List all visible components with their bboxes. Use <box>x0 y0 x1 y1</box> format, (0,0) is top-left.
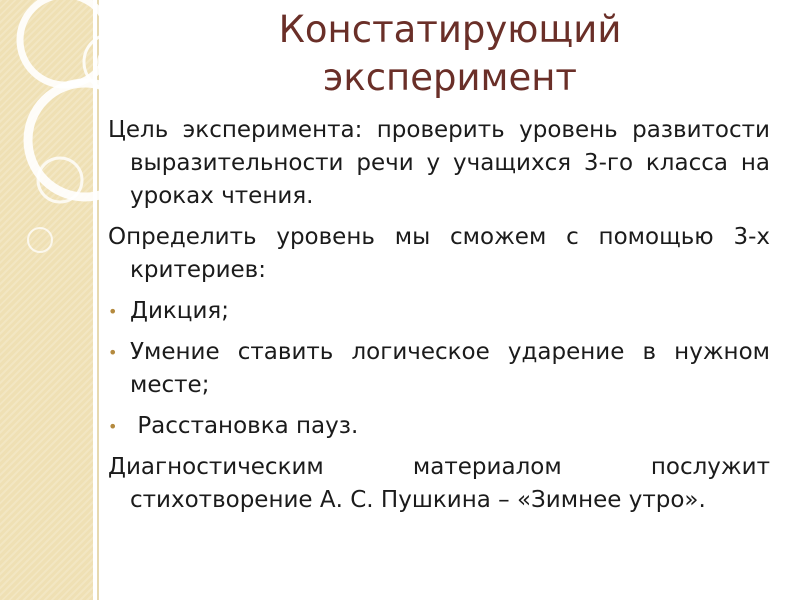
slide-body <box>108 114 770 525</box>
criteria-intro-paragraph: Определить уровень мы сможем с помощью 3-х критериев: <box>108 224 770 283</box>
criteria-text: Дикция; <box>130 298 229 324</box>
slide-title <box>110 6 790 102</box>
criteria-list-item <box>108 410 770 443</box>
title-line-2: эксперимент <box>323 56 577 99</box>
criteria-text: Умение ставить логическое ударение в нужном месте; <box>130 339 770 398</box>
criteria-text: Расстановка пауз. <box>130 413 359 439</box>
bullet-icon: • <box>108 302 118 321</box>
criteria-list-item <box>108 336 770 402</box>
bullet-icon: • <box>108 417 118 436</box>
criteria-list-item <box>108 295 770 328</box>
bullet-icon: • <box>108 343 118 362</box>
title-line-1: Констатирующий <box>278 8 622 51</box>
material-paragraph: Диагностическим материалом послужит стихотворение А. С. Пушкина – «Зимнее утро». <box>108 454 770 513</box>
goal-paragraph: Цель эксперимента: проверить уровень развитости выразительности речи у учащихся 3-го класса на уроках чтения. <box>108 117 770 209</box>
